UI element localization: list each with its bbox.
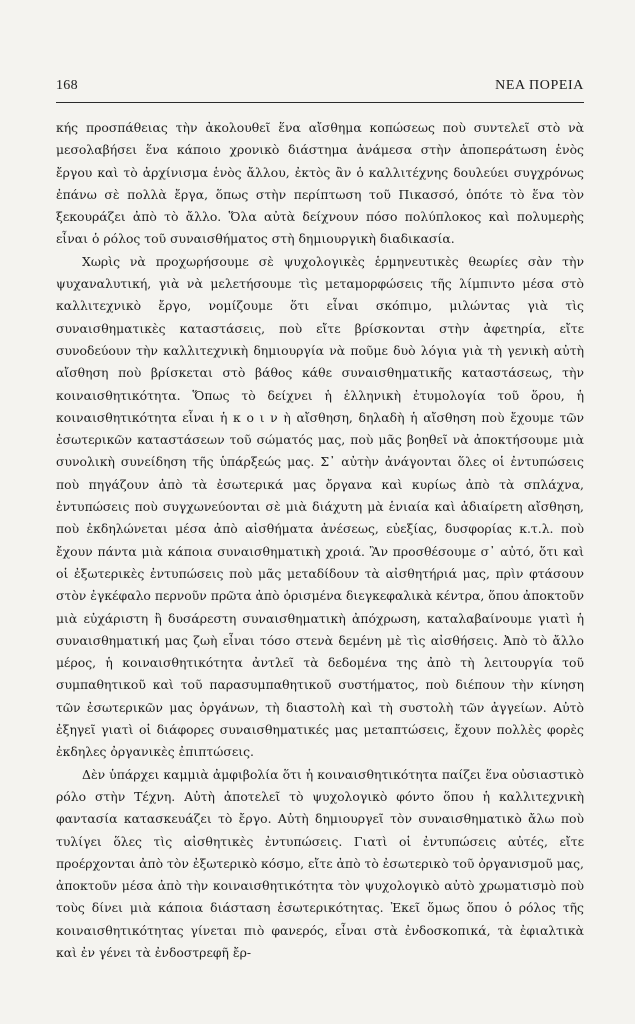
page-number: 168 <box>56 78 78 93</box>
running-header <box>56 78 584 96</box>
paragraph-3: Δὲν ὑπάρχει καμμιὰ ἀμφιβολία ὅτι ἡ κοιναισθητικότητα παίζει ἕνα οὐσιαστικὸ ρόλο στὴν Τέχνη. Αὐτὴ ἀποτελεῖ τὸ ψυχολογικὸ φόντο ὅπου ἡ καλλιτεχνικὴ φαντασία κατασκευάζει τὸ ἔργο. Αὐτὴ δημιουργεῖ τὸν συναισθηματικὸ ἄλω ποὺ τυλίγει ὅλες τὶς αἰσθητικὲς ἐντυπώσεις. Γιατὶ οἱ ἐντυπώσεις αὐτές, εἴτε προέρχονται ἀπὸ τὸν ἐξωτερικὸ κόσμο, εἴτε ἀπὸ τὸ ἐσωτερικὸ τοῦ ὀργανισμοῦ μας, ἀποκτοῦν μέσα ἀπὸ τὴν κοιναισθητικότητα τὸν ψυχολογικὸ αὐτὸ χρωματισμὸ ποὺ τοὺς δίνει μιὰ κάποια διάσταση ἐσωτερικότητας. Ἐκεῖ ὅμως ὅπου ὁ ρόλος τῆς κοιναισθητικότητας γίνεται πιὸ φανερός, εἶναι στὰ ἐνδοσκοπικά, τὰ ἐφιαλτικὰ καὶ ἐν γένει τὰ ἐνδοστρεφῆ ἔρ- <box>56 766 584 960</box>
running-title: ΝΕΑ ΠΟΡΕΙΑ <box>495 78 584 93</box>
header-rule <box>56 102 584 103</box>
paragraph-2: Χωρὶς νὰ προχωρήσουμε σὲ ψυχολογικὲς ἑρμηνευτικὲς θεωρίες σὰν τὴν ψυχαναλυτική, γιὰ νὰ μελετήσουμε τὶς μεταμορφώσεις τῆς λίμπιντο μέσα στὸ καλλιτεχνικὸ ἔργο, νομίζουμε ὅτι εἶναι σκόπιμο, μιλώντας γιὰ τὶς συναισθηματικὲς καταστάσεις, ποὺ εἴτε βρίσκονται στὴν ἀφετηρία, εἴτε συνοδεύουν τὴν καλλιτεχνικὴ δημιουργία νὰ ποῦμε δυὸ λόγια γιὰ τὴ γενικὴ αὐτὴ αἴσθηση ποὺ βρίσκεται στὸ βάθος κάθε συναισθηματικῆς καταστάσεως, τὴν κοιναισθητικότητα. Ὅπως τὸ δείχνει ἡ ἑλληνικὴ ἐτυμολογία τοῦ ὅρου, ἡ κοιναισθητικότητα εἶναι ἡ κ ο ι ν ὴ αἴσθηση, δηλαδὴ ἡ αἴσθηση ποὺ ἔχουμε τῶν ἐσωτερικῶν καταστάσεων τοῦ σώματός μας, ποὺ μᾶς βοηθεῖ νὰ ἀποκτήσουμε μιὰ συνολικὴ συνείδηση τῆς ὑπάρξεώς μας. Σ᾽ αὐτὴν ἀνάγονται ὅλες οἱ ἐντυπώσεις ποὺ πηγάζουν ἀπὸ τὰ ἐσωτερικά μας ὄργανα καὶ κυρίως ἀπὸ τὰ σπλάχνα, ἐντυπώσεις ποὺ συγχωνεύονται σὲ μιὰ διάχυτη μὰ ἑνιαία καὶ ἀδιαίρετη αἴσθηση, ποὺ ἐκδηλώνεται μέσα ἀπὸ αἰσθήματα ἀνέσεως, εὐεξίας, δυσφορίας κ.τ.λ. ποὺ ἔχουν πάντα μιὰ κάποια συναισθηματικὴ χροιά. Ἂν προσθέσουμε σ᾽ αὐτό, ὅτι καὶ οἱ ἐξωτερικὲς ἐντυπώσεις ποὺ μᾶς μεταδίδουν τὰ αἰσθητήριά μας, πρὶν φτάσουν στὸν ἐγκέφαλο περνοῦν πρῶτα ἀπὸ ὁρισμένα διεγκεφαλικὰ κέντρα, ὅπου ἀποκτοῦν μιὰ εὐχάριστη ἢ δυσάρεστη συναισθηματικὴ ἀπόχρωση, καταλαβαίνουμε γιατὶ ἡ συναισθηματική μας ζωὴ εἶναι τόσο στενὰ δεμένη μὲ τὶς αἰσθήσεις. Ἀπὸ τὸ ἄλλο μέρος, ἡ κοιναισθητικότητα ἀντλεῖ τὰ δεδομένα της ἀπὸ τὴ λειτουργία τοῦ συμπαθητικοῦ καὶ τοῦ παρασυμπαθητικοῦ συστήματος, ποὺ διέπουν τὴν κίνηση τῶν ἐσωτερικῶν μας ὀργάνων, τὴ διαστολὴ καὶ τὴ συστολὴ τῶν ἀγγείων. Αὐτὸ ἐξηγεῖ γιατὶ οἱ διάφορες συναισθηματικές μας μεταπτώσεις, ἔχουν πολλὲς φορὲς ἐκδηλες ὀργανικὲς ἐπιπτώσεις. <box>56 253 584 760</box>
paragraph-1: κής προσπάθειας τὴν ἀκολουθεῖ ἕνα αἴσθημα κοπώσεως ποὺ συντελεῖ στὸ νὰ μεσολαβήσει ἕνα κάποιο χρονικὸ διάστημα ἀνάμεσα στὴν ἀποπεράτωση ἑνὸς ἔργου καὶ τὸ ἀρχίνισμα ἑνὸς ἄλλου, ἐκτὸς ἂν ὁ καλλιτέχνης δουλεύει συγχρόνως ἐπάνω σὲ πολλὰ ἔργα, ὅπως στὴν περίπτωση τοῦ Πικασσό, ὁπότε τὸ ἕνα τὸν ξεκουράζει ἀπὸ τὸ ἄλλο. Ὅλα αὐτὰ δείχνουν πόσο πολύπλοκος καὶ πολυμερὴς εἶναι ὁ ρόλος τοῦ συναισθήματος στὴ δημιουργικὴ διαδικασία. <box>56 120 584 247</box>
book-page <box>56 78 584 964</box>
body-text <box>56 117 584 964</box>
